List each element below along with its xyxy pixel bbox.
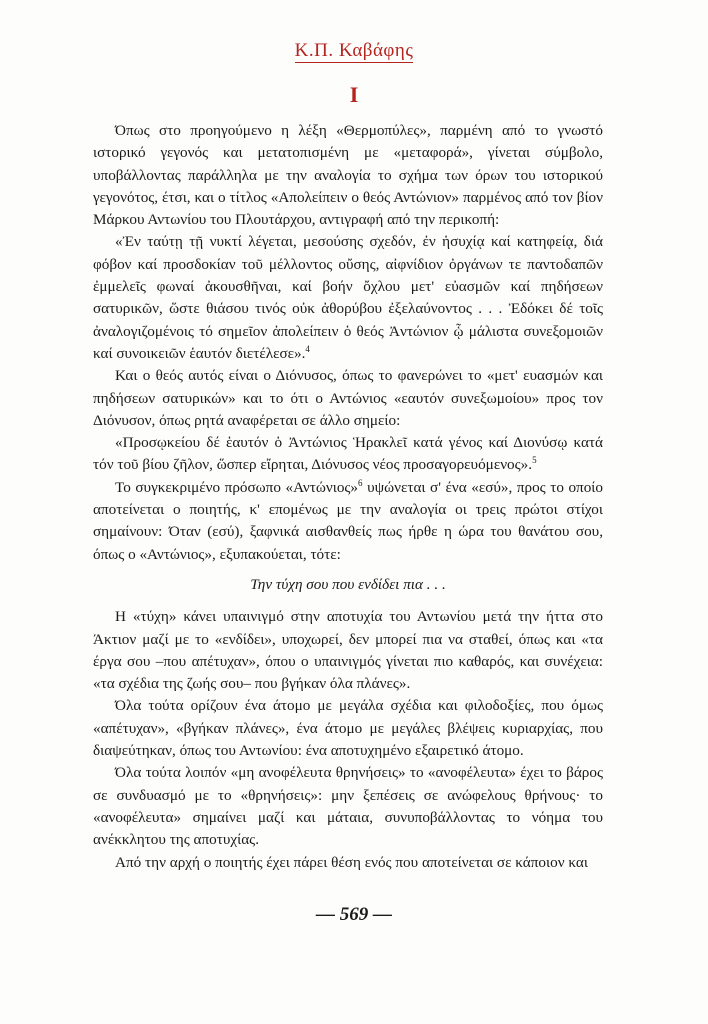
paragraph-text: υψώνεται σ' ένα «εσύ», προς το οποίο αποτείνεται ο ποιητής, κ' επομένως με την αναλογία οι τρεις πρώτοι στίχοι σημαίνουν: Όταν (εσύ), ξαφνικά αισθανθείς πως ήρθε η ώρα του θανάτου σου, όπως ο «Αντώνιος», εξυπακούεται, τότε:	[93, 478, 603, 563]
paragraph: Από την αρχή ο ποιητής έχει πάρει θέση ενός που αποτείνεται σε κάποιον και	[115, 853, 588, 871]
paragraph: Η «τύχη» κάνει υπαινιγμό στην αποτυχία του Αντωνίου μετά την ήττα στο Άκτιον μαζί με το «ενδίδει», υποχωρεί, δεν μπορεί πια να σταθεί, όπως και «τα έργα σου –που απέτυχαν», όπου ο υπαινιγμός γίνεται πιο καθαρός, και συνέχεια: «τα σχέδια της ζωής σου– που βγήκαν όλα πλάνες».	[93, 608, 603, 693]
paragraph: Όλα τούτα λοιπόν «μη ανοφέλευτα θρηνήσεις» το «ανοφέλευτα» έχει το βάρος σε συνδυασμό με το «θρηνήσεις»: μην ξεπέσεις σε ανώφελους θρήνους· το «ανοφέλευτα» σημαίνει μαζί και μάταια, συνυποβάλλοντας το νόημα του ανέκκλητου της αποτυχίας.	[93, 764, 603, 849]
paragraph-text: Το συγκεκριμένο πρόσωπο «Αντώνιος»	[115, 478, 359, 496]
verse-line: Την τύχη σου που ενδίδει πια . . .	[250, 575, 446, 593]
running-title: Κ.Π. Καβάφης	[294, 40, 414, 61]
quote-text: «Προσῳκείου δέ ἑαυτόν ὁ Ἀντώνιος Ἡρακλεῖ κατά γένος καί Διονύσῳ κατά τόν τοῦ βίου ζῆλον, ὥσπερ εἴρηται, Διόνυσος νέος προσαγορευόμενος».	[93, 434, 603, 474]
quote-text: «Ἐν ταύτῃ τῇ νυκτί λέγεται, μεσούσης σχεδόν, ἐν ἡσυχίᾳ καί κατηφείᾳ, διά φόβον καί προσδοκίαν τοῦ μέλλοντος οὔσης, αἰφνίδιον ὀργάνων τε παντοδαπῶν ἐμμελεῖς φωναί ἀκουσθῆναι, καί βοήν ὄχλου μετ' εὐασμῶν καί πηδήσεων σατυρικῶν, ὥστε θιάσου τινός οὐκ ἀθορύβου ἐξελαύνοντος . . . Ἐδόκει δέ τοῖς ἀναλογιζομένοις τό σημεῖον ἀπολείπειν ὁ θεός Ἀντώνιον ᾧ μάλιστα συνεξομοιῶν καί συνοικειῶν ἑαυτόν διετέλεσε».	[93, 233, 603, 362]
paragraph	[93, 477, 603, 566]
paragraph: Όλα τούτα ορίζουν ένα άτομο με μεγάλα σχέδια και φιλοδοξίες, που όμως «απέτυχαν», «βγήκαν πλάνες», ένα άτομο με μεγάλες βλέψεις κυριαρχίας, που διαψεύτηκαν, όπως του Αντωνίου: ένα αποτυχημένο εξαιρετικό άτομο.	[93, 697, 603, 760]
page-number: — 569 —	[316, 904, 392, 925]
paragraph: Και ο θεός αυτός είναι ο Διόνυσος, όπως το φανερώνει το «μετ' ευασμών και πηδήσεων σατυρικών» και το ότι ο Αντώνιος «εαυτόν συνεξωμοίου» προς τον Διόνυσον, όπως ρητά αναφέρεται σε άλλο σημείο:	[93, 367, 603, 429]
greek-quote	[93, 432, 603, 477]
section-numeral: I	[349, 82, 359, 107]
footnote-ref: 5	[532, 455, 537, 466]
paragraph: Όπως στο προηγούμενο η λέξη «Θερμοπύλες», παρμένη από το γνωστό ιστορικό γεγονός και μετατοπισμένη με «μεταφορά», γίνεται σύμβολο, υποβάλλοντας παράλληλα με την αναλογία το σχήμα των όρων του ιστορικού γεγονότος, έτσι, και ο τίτλος «Απολείπειν ο θεός Αντώνιον» παρμένος από τον βίον Μάρκου Αντωνίου του Πλουτάρχου, αντιγραφή από την περικοπή:	[93, 122, 603, 229]
footnote-ref: 4	[305, 343, 310, 354]
body-text	[93, 120, 603, 874]
running-header	[0, 40, 708, 62]
footnote-ref: 6	[358, 477, 363, 488]
greek-quote	[93, 231, 603, 365]
